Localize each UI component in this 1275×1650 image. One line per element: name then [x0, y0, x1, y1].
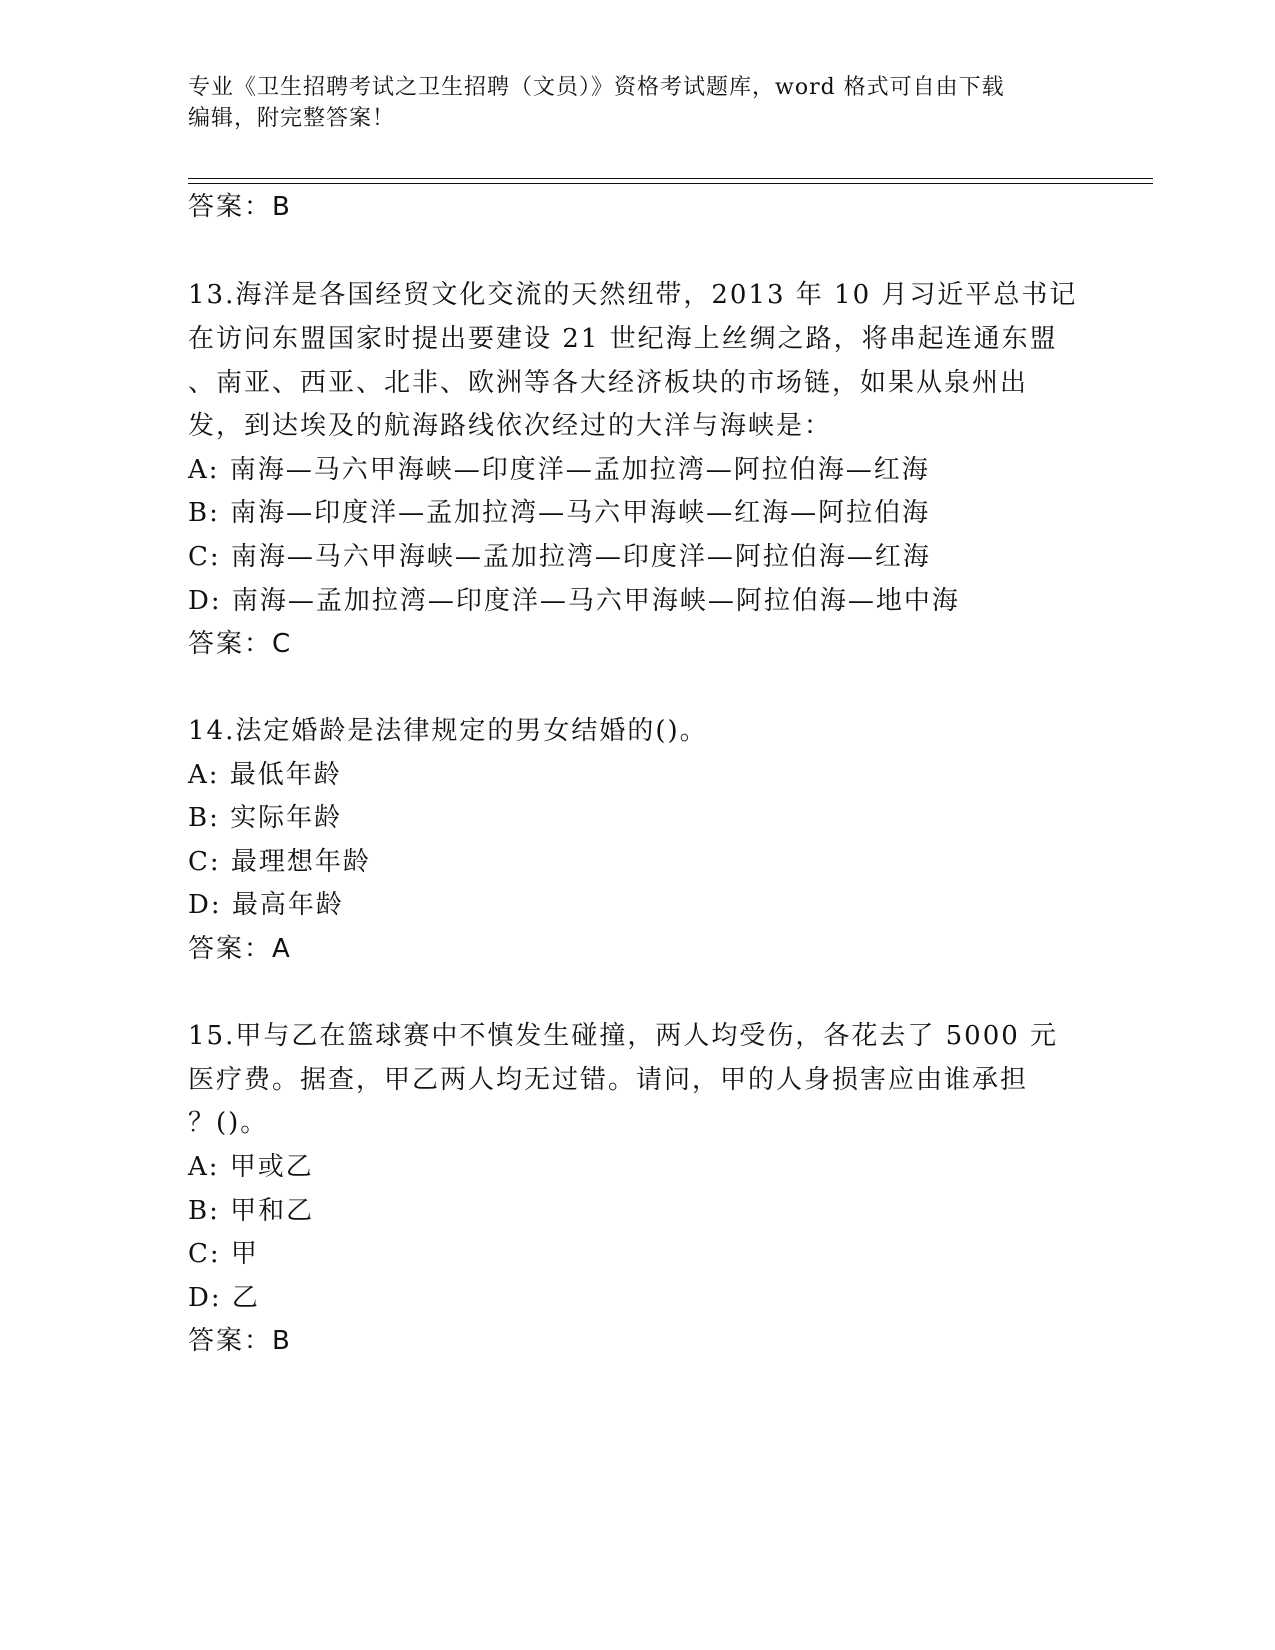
q15-option-c: C: 甲	[188, 1239, 259, 1269]
q13-option-a: A: 南海—马六甲海峡—印度洋—孟加拉湾—阿拉伯海—红海	[188, 455, 930, 485]
q15-option-a: A: 甲或乙	[188, 1152, 314, 1182]
document-header	[188, 72, 1088, 134]
q14-option-d: D: 最高年龄	[188, 890, 344, 920]
q13-answer: 答案：C	[188, 629, 293, 659]
header-line-2: 编辑，附完整答案！	[188, 106, 396, 131]
q13-text-line-2: 在访问东盟国家时提出要建设 21 世纪海上丝绸之路，将串起连通东盟	[188, 324, 1058, 354]
q15-answer: 答案：B	[188, 1326, 292, 1356]
q14-option-a: A: 最低年龄	[188, 760, 342, 790]
q15-text-line-3: ？()。	[188, 1108, 269, 1138]
q14-text-line-1: 14.法定婚龄是法律规定的男女结婚的()。	[188, 716, 708, 746]
q15-option-b: B: 甲和乙	[188, 1196, 315, 1226]
q13-option-b: B: 南海—印度洋—孟加拉湾—马六甲海峡—红海—阿拉伯海	[188, 498, 931, 528]
q14-option-b: B: 实际年龄	[188, 803, 343, 833]
header-rule-bottom	[188, 183, 1153, 184]
q13-option-c: C: 南海—马六甲海峡—孟加拉湾—印度洋—阿拉伯海—红海	[188, 542, 931, 572]
q15-text-line-2: 医疗费。据查，甲乙两人均无过错。请问，甲的人身损害应由谁承担	[188, 1065, 1029, 1095]
q15-text-line-1: 15.甲与乙在篮球赛中不慎发生碰撞，两人均受伤，各花去了 5000 元	[188, 1021, 1059, 1051]
q13-text-line-3: 、南亚、西亚、北非、欧洲等各大经济板块的市场链，如果从泉州出	[188, 368, 1029, 398]
header-line-1: 专业《卫生招聘考试之卫生招聘（文员）》资格考试题库，word 格式可自由下载	[188, 75, 1005, 100]
header-rule-top	[188, 178, 1153, 179]
previous-answer: 答案：B	[188, 192, 292, 222]
q13-option-d: D: 南海—孟加拉湾—印度洋—马六甲海峡—阿拉伯海—地中海	[188, 586, 960, 616]
q14-answer: 答案：A	[188, 934, 292, 964]
q13-text-line-4: 发，到达埃及的航海路线依次经过的大洋与海峡是：	[188, 411, 833, 441]
q13-text-line-1: 13.海洋是各国经贸文化交流的天然纽带，2013 年 10 月习近平总书记	[188, 280, 1078, 310]
q14-option-c: C: 最理想年龄	[188, 847, 371, 877]
q15-option-d: D: 乙	[188, 1283, 260, 1313]
